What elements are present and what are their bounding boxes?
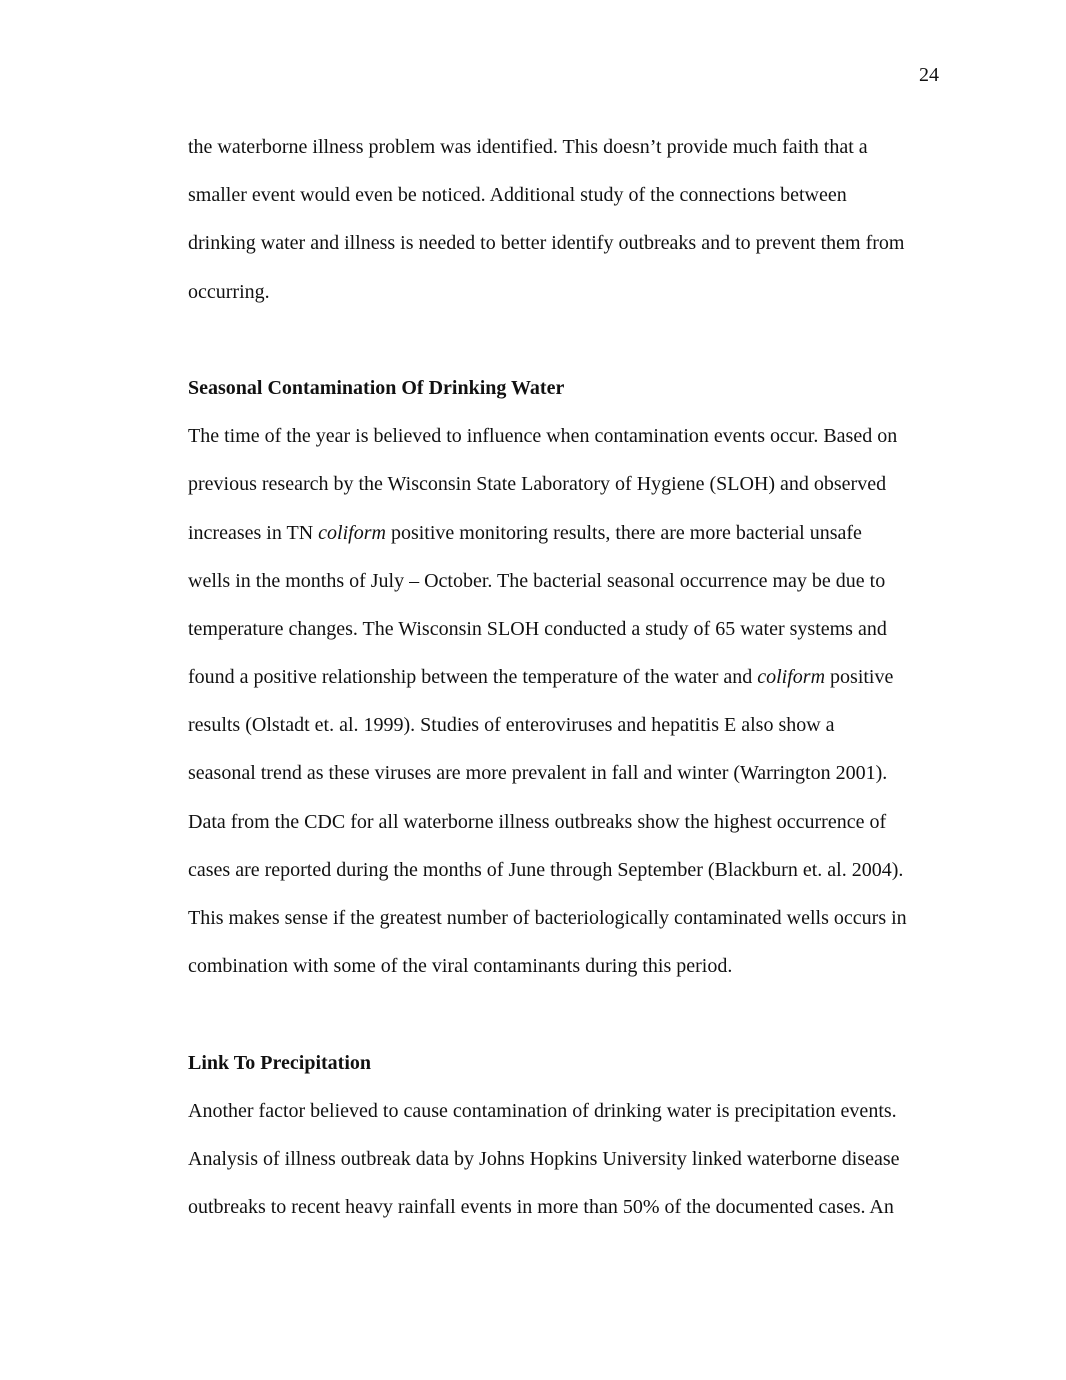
text-run: positive monitoring results, there are more bacterial unsafe	[385, 521, 862, 544]
precipitation-line: Analysis of illness outbreak data by Johns Hopkins University linked waterborne disease	[188, 1147, 900, 1170]
seasonal-line: combination with some of the viral contaminants during this period.	[188, 955, 733, 978]
italic-term-coliform: coliform	[318, 521, 386, 544]
page-number: 24	[919, 64, 939, 86]
section-heading-precipitation: Link To Precipitation	[188, 1051, 372, 1074]
paragraph-spacer	[188, 990, 944, 1038]
text-run: found a positive relationship between the temperature of the water and	[188, 666, 758, 689]
body-text	[188, 123, 944, 1231]
seasonal-line: Data from the CDC for all waterborne illness outbreaks show the highest occurrence of	[188, 810, 887, 833]
paragraph-spacer	[188, 316, 944, 364]
section-heading-seasonal: Seasonal Contamination Of Drinking Water	[188, 376, 565, 399]
seasonal-line: cases are reported during the months of June through September (Blackburn et. al. 2004).	[188, 858, 904, 881]
intro-line: the waterborne illness problem was identified. This doesn’t provide much faith that a	[188, 136, 868, 158]
seasonal-line: This makes sense if the greatest number of bacteriologically contaminated wells occurs in	[188, 907, 907, 929]
seasonal-line	[188, 509, 944, 557]
seasonal-line: The time of the year is believed to influence when contamination events occur. Based on	[188, 425, 898, 448]
intro-line: occurring.	[188, 280, 270, 303]
seasonal-line: results (Olstadt et. al. 1999). Studies of enteroviruses and hepatitis E also show a	[188, 714, 835, 737]
precipitation-line: Another factor believed to cause contamination of drinking water is precipitation events.	[188, 1099, 897, 1122]
seasonal-line: temperature changes. The Wisconsin SLOH conducted a study of 65 water systems and	[188, 617, 887, 640]
intro-line: drinking water and illness is needed to better identify outbreaks and to prevent them from	[188, 232, 905, 255]
seasonal-line	[188, 653, 944, 701]
text-run: positive	[825, 666, 894, 689]
seasonal-line: wells in the months of July – October. The bacterial seasonal occurrence may be due to	[188, 569, 886, 592]
seasonal-line: seasonal trend as these viruses are more prevalent in fall and winter (Warrington 2001).	[188, 762, 888, 785]
text-run: increases in TN	[188, 521, 319, 544]
precipitation-line: outbreaks to recent heavy rainfall events in more than 50% of the documented cases. An	[188, 1196, 894, 1219]
seasonal-line: previous research by the Wisconsin State Laboratory of Hygiene (SLOH) and observed	[188, 473, 887, 496]
italic-term-coliform: coliform	[757, 666, 826, 689]
intro-line: smaller event would even be noticed. Additional study of the connections between	[188, 184, 847, 207]
